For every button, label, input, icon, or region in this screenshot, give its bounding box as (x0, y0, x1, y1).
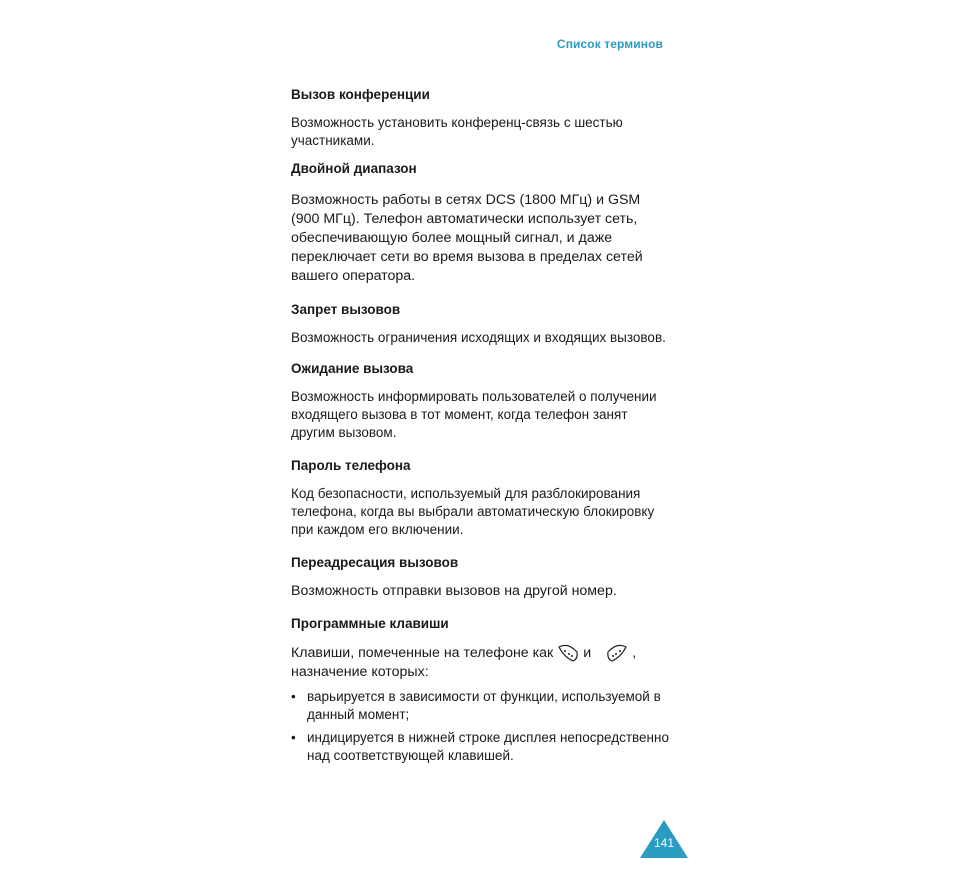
term-definition: Возможность работы в сетях DCS (1800 МГц) и GSM (900 МГц). Телефон автоматически использует сеть, обеспечивающую более мощный сигнал, и даже переключает сети во время вызова в пределах сетей вашего оператора. (291, 192, 643, 284)
list-item (291, 688, 671, 724)
term-title: Запрет вызовов (291, 302, 401, 317)
term-title: Ожидание вызова (291, 361, 414, 376)
list-item-text: индицируется в нижней строке дисплея непосредственно над соответствующей клавишей. (307, 730, 669, 763)
bullet-list (291, 688, 671, 765)
left-softkey-icon (556, 643, 580, 663)
right-softkey-icon (605, 643, 629, 663)
list-item-text: варьируется в зависимости от функции, используемой в данный момент; (307, 689, 661, 722)
term-definition: Возможность информировать пользователей о получении входящего вызова в тот момент, когда телефон занят другим вызовом. (291, 389, 657, 440)
section-header: Список терминов (556, 37, 663, 51)
glossary-content (291, 86, 671, 765)
term-title: Вызов конференции (291, 87, 430, 102)
term-definition: Возможность ограничения исходящих и входящих вызовов. (291, 330, 666, 345)
term-title: Переадресация вызовов (291, 555, 459, 570)
term-title: Двойной диапазон (291, 161, 417, 176)
term-definition: Возможность установить конференц-связь с шестью участниками. (291, 115, 623, 148)
list-item (291, 729, 671, 765)
softkey-text-after: , (632, 644, 637, 661)
bullet-symbol: • (291, 730, 296, 745)
softkey-text-line2: назначение которых: (291, 664, 429, 680)
softkey-text-and: и (583, 644, 592, 661)
bullet-symbol: • (291, 689, 296, 704)
term-title: Программные клавиши (291, 616, 449, 631)
softkey-text-before: Клавиши, помеченные на телефоне как (291, 644, 554, 661)
term-definition (291, 643, 671, 682)
term-title: Пароль телефона (291, 458, 411, 473)
page-number: 141 (653, 836, 675, 850)
term-definition: Возможность отправки вызовов на другой номер. (291, 583, 617, 599)
term-definition: Код безопасности, используемый для разблокирования телефона, когда вы выбрали автоматическую блокировку при каждом его включении. (291, 486, 655, 537)
